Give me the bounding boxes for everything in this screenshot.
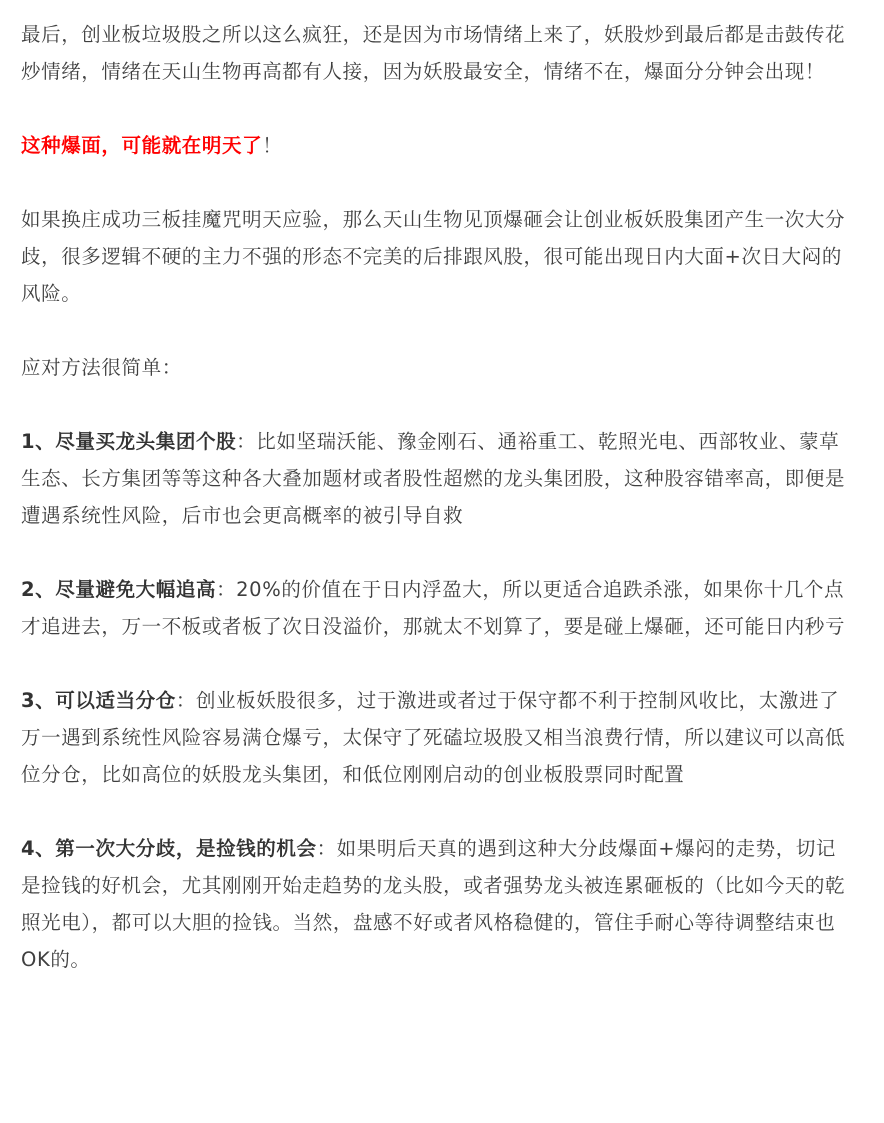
warning-paragraph <box>21 127 851 164</box>
list-item-heading: 1、尽量买龙头集团个股 <box>21 430 237 453</box>
article-body <box>21 16 851 1015</box>
list-item-heading: 2、尽量避免大幅追高 <box>21 578 217 601</box>
list-item-text: ：20%的价值在于日内浮盈大，所以更适合追跌杀涨，如果你十几个点才追进去，万一不板或者板了次日没溢价，那就太不划算了，要是碰上爆砸，还可能日内秒亏 <box>21 578 846 638</box>
paragraph-risk: 如果换庄成功三板挂魔咒明天应验，那么天山生物见顶爆砸会让创业板妖股集团产生一次大分歧，很多逻辑不硬的主力不强的形态不完美的后排跟风股，很可能出现日内大面+次日大闷的风险。 <box>21 208 846 305</box>
paragraph-method-intro: 应对方法很简单： <box>21 356 182 379</box>
list-item-heading: 4、第一次大分歧，是捡钱的机会 <box>21 837 317 860</box>
list-item-heading: 3、可以适当分仓 <box>21 689 176 712</box>
list-item-text: ：比如坚瑞沃能、豫金刚石、通裕重工、乾照光电、西部牧业、蒙草生态、长方集团等等这种各大叠加题材或者股性超燃的龙头集团股，这种股容错率高，即便是遭遇系统性风险，后市也会更高概率的被引导自救 <box>21 430 846 527</box>
list-item-text: ：创业板妖股很多，过于激进或者过于保守都不利于控制风收比，太激进了万一遇到系统性风险容易满仓爆亏，太保守了死磕垃圾股又相当浪费行情，所以建议可以高低位分仓，比如高位的妖股龙头集团，和低位刚刚启动的创业板股票同时配置 <box>21 689 846 786</box>
warning-emphasis: 这种爆面，可能就在明天了 <box>21 134 263 157</box>
list-item-4 <box>21 830 851 978</box>
paragraph-intro: 最后，创业板垃圾股之所以这么疯狂，还是因为市场情绪上来了，妖股炒到最后都是击鼓传花炒情绪，情绪在天山生物再高都有人接，因为妖股最安全，情绪不在，爆面分分钟会出现！ <box>21 23 846 83</box>
list-item-1 <box>21 423 851 534</box>
list-item-2 <box>21 571 851 645</box>
list-item-3 <box>21 682 851 793</box>
warning-suffix: ！ <box>262 134 283 157</box>
list-item-text: ：如果明后天真的遇到这种大分歧爆面+爆闷的走势，切记是捡钱的好机会，尤其刚刚开始走趋势的龙头股，或者强势龙头被连累砸板的（比如今天的乾照光电），都可以大胆的捡钱。当然，盘感不好或者风格稳健的，管住手耐心等待调整结束也OK的。 <box>21 837 846 971</box>
